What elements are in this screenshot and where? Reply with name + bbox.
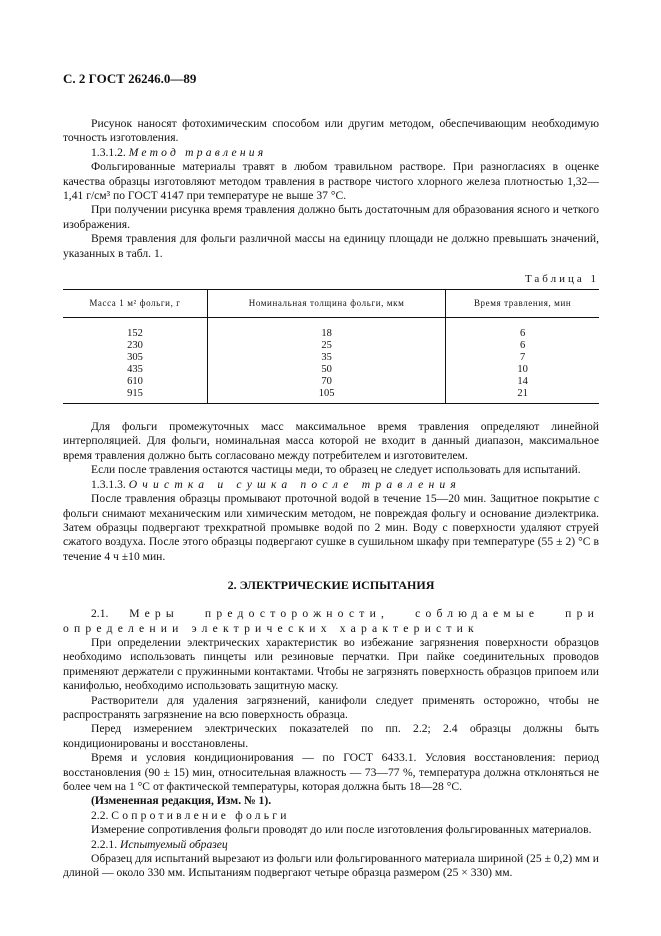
paragraph-resistance: Измерение сопротивления фольги проводят до или после изготовления фольгированных материалов. [91,823,592,837]
cell-time: 14 [446,376,599,388]
table-row [63,388,599,404]
paragraph-specimen: Образец для испытаний вырезают из фольги или фольгированного материала шириной (25 ± 0,2) мм и длиной — около 330 мм. Испытаниям подвергают четыре образца размером (25 × 330) мм. [63,852,599,880]
paragraph-precautions: При определении электрических характеристик во избежание загрязнения поверхности образцов необходимо использовать пинцеты или резиновые перчатки. При пайке соединительных проводов применяют держатели с пружинными контактами. Чтобы не загрязнять поверхность образцов припоем или канифолью, необходимо использовать защитную маску. [63,635,599,693]
table-caption: Таблица 1 [524,273,599,286]
etching-table [63,289,599,404]
subsection-title: Метод травления [128,145,267,159]
cell-time: 6 [446,340,599,352]
subsection-title: Испытуемый образец [120,837,228,851]
subsection-2-1 [63,607,599,636]
subsection-title: Меры предосторожности, соблюдаемые при определении электрических характеристик [63,607,599,635]
cell-thickness: 70 [207,376,445,388]
subsection-1-3-1-3 [63,478,599,492]
paragraph-drawing: Рисунок наносят фотохимическим способом или другим методом, обеспечивающим необходимую точность изготовления. [63,117,599,145]
cell-thickness: 25 [207,340,445,352]
subsection-number: 2.2.1. [91,837,118,851]
cell-mass: 230 [127,340,143,352]
paragraph-copper: Если после травления остаются частицы меди, то образец не следует использовать для испытаний. [91,463,581,477]
paragraph-cleaning: После травления образцы промывают проточной водой в течение 15—20 мин. Защитное покрытие с фольги снимают механическим или химическим методом, не повреждая фольгу и основание диэлектрика. Затем образцы подвергают трехкратной промывке водой по 2 мин. Воду с поверхности удаляют струей сжатого воздуха. После этого образцы подвергают сушке в сушильном шкафу при температуре (55 ± 2) °С в течение 4 ч ±10 мин. [63,492,599,563]
subsection-1-3-1-2 [63,146,599,160]
paragraph-recovery: Время и условия кондиционирования — по ГОСТ 6433.1. Условия восстановления: период восстановления (90 ± 15) мин, относительная влажность — 73—77 %, температура должна отклоняться не более чем на 1 °С от фактической температуры, которая должна быть 18—28 °С. [63,751,599,793]
cell-mass: 305 [127,352,143,364]
column-header-mass: Масса 1 м² фольги, г [63,290,207,318]
cell-time: 10 [446,364,599,376]
table-row [63,364,599,376]
cell-mass: 915 [63,388,207,404]
page-header: С. 2 ГОСТ 26246.0—89 [63,71,197,86]
paragraph-conditioning: Перед измерением электрических показателей по пп. 2.2; 2.4 образцы должны быть кондиционированы и восстановлены. [63,722,599,750]
table-row [63,376,599,388]
table-body [63,318,599,404]
subsection-number: 2.2. [91,808,109,822]
cell-mass: 610 [127,376,143,388]
cell-thickness: 105 [207,388,445,404]
subsection-number: 1.3.1.2. [91,145,126,159]
cell-time: 6 [446,318,599,341]
paragraph-etching: Фольгированные материалы травят в любом травильном растворе. При разногласиях в оценке качества образцы изготовляют методом травления в растворе чистого хлорного железа плотностью 1,32—1,41 г/см³ по ГОСТ 4147 при температуре не выше 37 °С. [63,160,599,203]
document-page [63,71,599,881]
subsection-2-2 [63,809,599,823]
subsection-title: Сопротивление фольги [111,808,290,822]
subsection-title: Очистка и сушка после травления [128,477,461,491]
revision-note: (Измененная редакция, Изм. № 1). [91,794,272,808]
table-row [63,352,599,364]
subsection-number: 2.1. [91,607,109,621]
section-title: 2. ЭЛЕКТРИЧЕСКИЕ ИСПЫТАНИЯ [227,578,435,593]
cell-time: 7 [446,352,599,364]
paragraph-etch-time: При получении рисунка время травления должно быть достаточным для образования ясного и четкого изображения. [63,203,599,231]
table-row [63,340,599,352]
cell-time: 21 [446,388,599,404]
paragraph-solvents: Растворители для удаления загрязнений, канифоли следует применять осторожно, чтобы не распространять загрязнение на всю поверхность образца. [63,693,599,721]
column-header-time: Время травления, мин [446,290,599,318]
table-row [63,318,599,341]
cell-thickness: 35 [207,352,445,364]
column-header-thickness: Номинальная толщина фольги, мкм [207,290,445,318]
cell-thickness: 50 [207,364,445,376]
cell-mass: 435 [127,364,143,376]
paragraph-etch-limit: Время травления для фольги различной массы на единицу площади не должно превышать значений, указанных в табл. 1. [63,232,599,260]
subsection-2-2-1 [63,838,599,852]
table-header-row [63,290,599,318]
cell-thickness: 18 [207,318,445,341]
cell-mass: 152 [127,328,143,340]
subsection-number: 1.3.1.3. [91,477,126,491]
paragraph-interpolation: Для фольги промежуточных масс максимальное время травления определяют линейной интерполяцией. Для фольги, номинальная масса которой не входит в данный диапазон, максимальное время травления должно быть согласовано между потребителем и изготовителем. [63,420,599,462]
